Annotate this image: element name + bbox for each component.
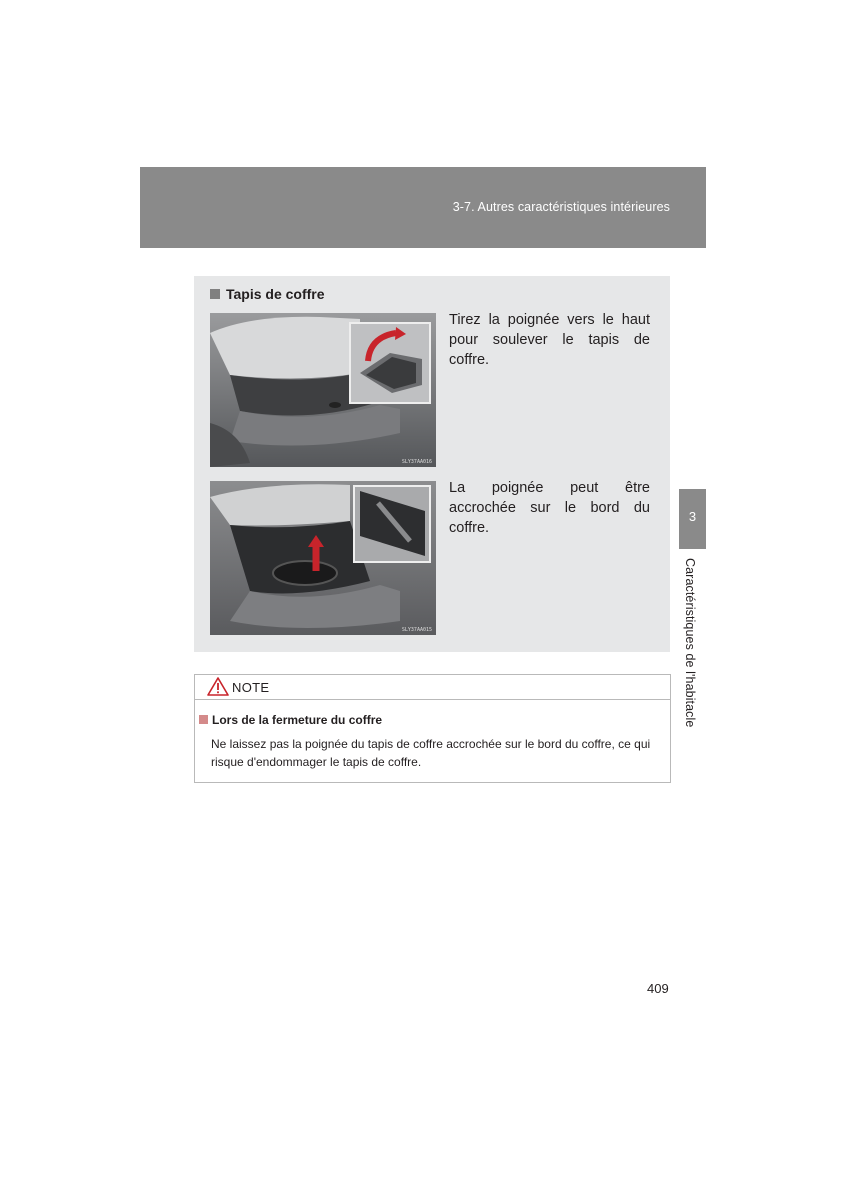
section-title: 3-7. Autres caractéristiques intérieures: [452, 200, 670, 214]
section-heading: [210, 286, 325, 302]
square-bullet-icon: [199, 715, 208, 724]
note-header: [195, 675, 670, 700]
step-2-text: La poignée peut être accrochée sur le bord du coffre.: [449, 480, 650, 536]
step-1-text: Tirez la poignée vers le haut pour soulever le tapis de coffre.: [449, 312, 650, 368]
section-heading-text: Tapis de coffre: [226, 286, 325, 302]
trunk-mat-lift-illustration: [210, 313, 436, 467]
image-code: SLY37AA015: [401, 627, 432, 633]
note-label: NOTE: [232, 680, 270, 695]
note-body: Ne laissez pas la poignée du tapis de coffre accrochée sur le bord du coffre, ce qui risque d'endommager le tapis de coffre.: [211, 737, 651, 769]
page-number: 409: [647, 981, 669, 996]
chapter-tab[interactable]: 3: [679, 489, 706, 549]
image-code: SLY37AA016: [401, 459, 432, 465]
warning-triangle-icon: [207, 677, 229, 696]
note-subheading-text: Lors de la fermeture du coffre: [212, 713, 383, 727]
trunk-photo-1: [210, 313, 436, 467]
square-bullet-icon: [210, 289, 220, 299]
header-band: [140, 167, 706, 248]
trunk-photo-2: [210, 481, 436, 635]
note-subheading: [199, 713, 382, 727]
trunk-mat-hook-illustration: [210, 481, 436, 635]
trunk-mat-section: [194, 276, 670, 652]
chapter-label: Caractéristiques de l'habitacle: [683, 558, 697, 728]
note-box: [194, 674, 671, 783]
